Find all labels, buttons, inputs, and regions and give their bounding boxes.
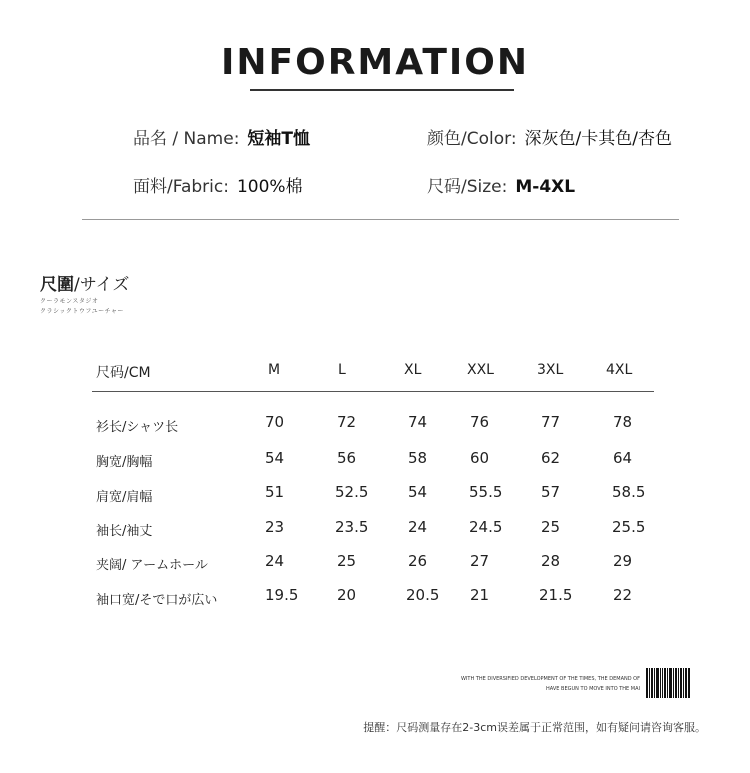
table-cell: 70	[265, 413, 285, 431]
title-underline	[250, 89, 514, 91]
table-header-label: 尺码/CM	[96, 365, 151, 381]
fabric-label: 面料/Fabric:	[133, 177, 229, 197]
size-label: 尺码/Size:	[427, 177, 508, 197]
table-cell: 24	[408, 518, 428, 536]
table-cell: 72	[337, 413, 357, 431]
size-value: M-4XL	[515, 177, 576, 197]
row-label: 袖长/袖丈	[96, 524, 153, 539]
table-cell: 25.5	[612, 518, 646, 536]
row-label: 衫长/シャツ长	[96, 420, 179, 435]
barcode-icon	[646, 668, 690, 698]
table-cell: 76	[470, 413, 490, 431]
table-cell: 77	[541, 413, 561, 431]
page-title: INFORMATION	[220, 42, 529, 83]
row-label: 袖口宽/そで口が広い	[96, 593, 218, 608]
name-value: 短袖T恤	[247, 129, 311, 149]
table-cell: 64	[613, 449, 633, 467]
table-cell: 26	[408, 552, 428, 570]
color-label: 颜色/Color:	[427, 129, 517, 149]
table-cell: 52.5	[335, 483, 369, 501]
table-cell: 62	[541, 449, 561, 467]
table-cell: 27	[470, 552, 490, 570]
table-cell: 25	[541, 518, 561, 536]
size-header-xxl: XXL	[467, 362, 494, 378]
size-header-xl: XL	[404, 362, 422, 378]
table-cell: 22	[613, 586, 633, 604]
section-divider	[82, 219, 679, 220]
size-heading-bold: 尺圍	[40, 275, 74, 295]
table-cell: 60	[470, 449, 490, 467]
size-header-l: L	[338, 362, 346, 378]
table-cell: 54	[265, 449, 285, 467]
table-cell: 57	[541, 483, 561, 501]
name-label: 品名 / Name:	[133, 129, 240, 149]
row-label: 胸宽/胸幅	[96, 455, 153, 470]
size-heading-rest: /サイズ	[74, 275, 130, 295]
info-name	[133, 124, 310, 149]
table-cell: 51	[265, 483, 285, 501]
table-cell: 78	[613, 413, 633, 431]
table-cell: 54	[408, 483, 428, 501]
row-label: 夹阔/ アームホール	[96, 558, 208, 573]
table-header-rule	[92, 391, 654, 392]
table-cell: 29	[613, 552, 633, 570]
table-cell: 55.5	[469, 483, 503, 501]
info-size	[427, 172, 575, 197]
footer-english-line-2: HAVE BEGUN TO MOVE INTO THE MAI	[546, 686, 640, 692]
info-fabric	[133, 172, 303, 197]
table-cell: 74	[408, 413, 428, 431]
footer-english-line-1: WITH THE DIVERSIFIED DEVELOPMENT OF THE TIMES, THE DEMAND OF	[461, 676, 640, 682]
table-cell: 24.5	[469, 518, 503, 536]
size-header-3xl: 3XL	[537, 362, 564, 378]
disclaimer-note: 提醒：尺码测量存在2-3cm误差属于正常范围，如有疑问请咨询客服。	[363, 721, 706, 734]
size-chart-heading	[40, 270, 129, 295]
size-header-m: M	[268, 362, 281, 378]
table-cell: 24	[265, 552, 285, 570]
table-cell: 21	[470, 586, 490, 604]
table-cell: 25	[337, 552, 357, 570]
color-value: 深灰色/卡其色/杏色	[524, 129, 673, 149]
table-cell: 20.5	[406, 586, 440, 604]
size-subtitle-1: クーラモンスタジオ	[40, 298, 99, 305]
table-cell: 58	[408, 449, 428, 467]
table-cell: 19.5	[265, 586, 299, 604]
size-subtitle-2: クラシックトウフユーチャー	[40, 308, 124, 315]
table-cell: 23.5	[335, 518, 369, 536]
fabric-value: 100%棉	[236, 177, 303, 197]
table-cell: 58.5	[612, 483, 646, 501]
table-cell: 56	[337, 449, 357, 467]
info-color	[427, 124, 672, 149]
table-cell: 21.5	[539, 586, 573, 604]
table-cell: 23	[265, 518, 285, 536]
row-label: 肩宽/肩幅	[96, 490, 153, 505]
table-cell: 20	[337, 586, 357, 604]
table-cell: 28	[541, 552, 561, 570]
size-header-4xl: 4XL	[606, 362, 633, 378]
